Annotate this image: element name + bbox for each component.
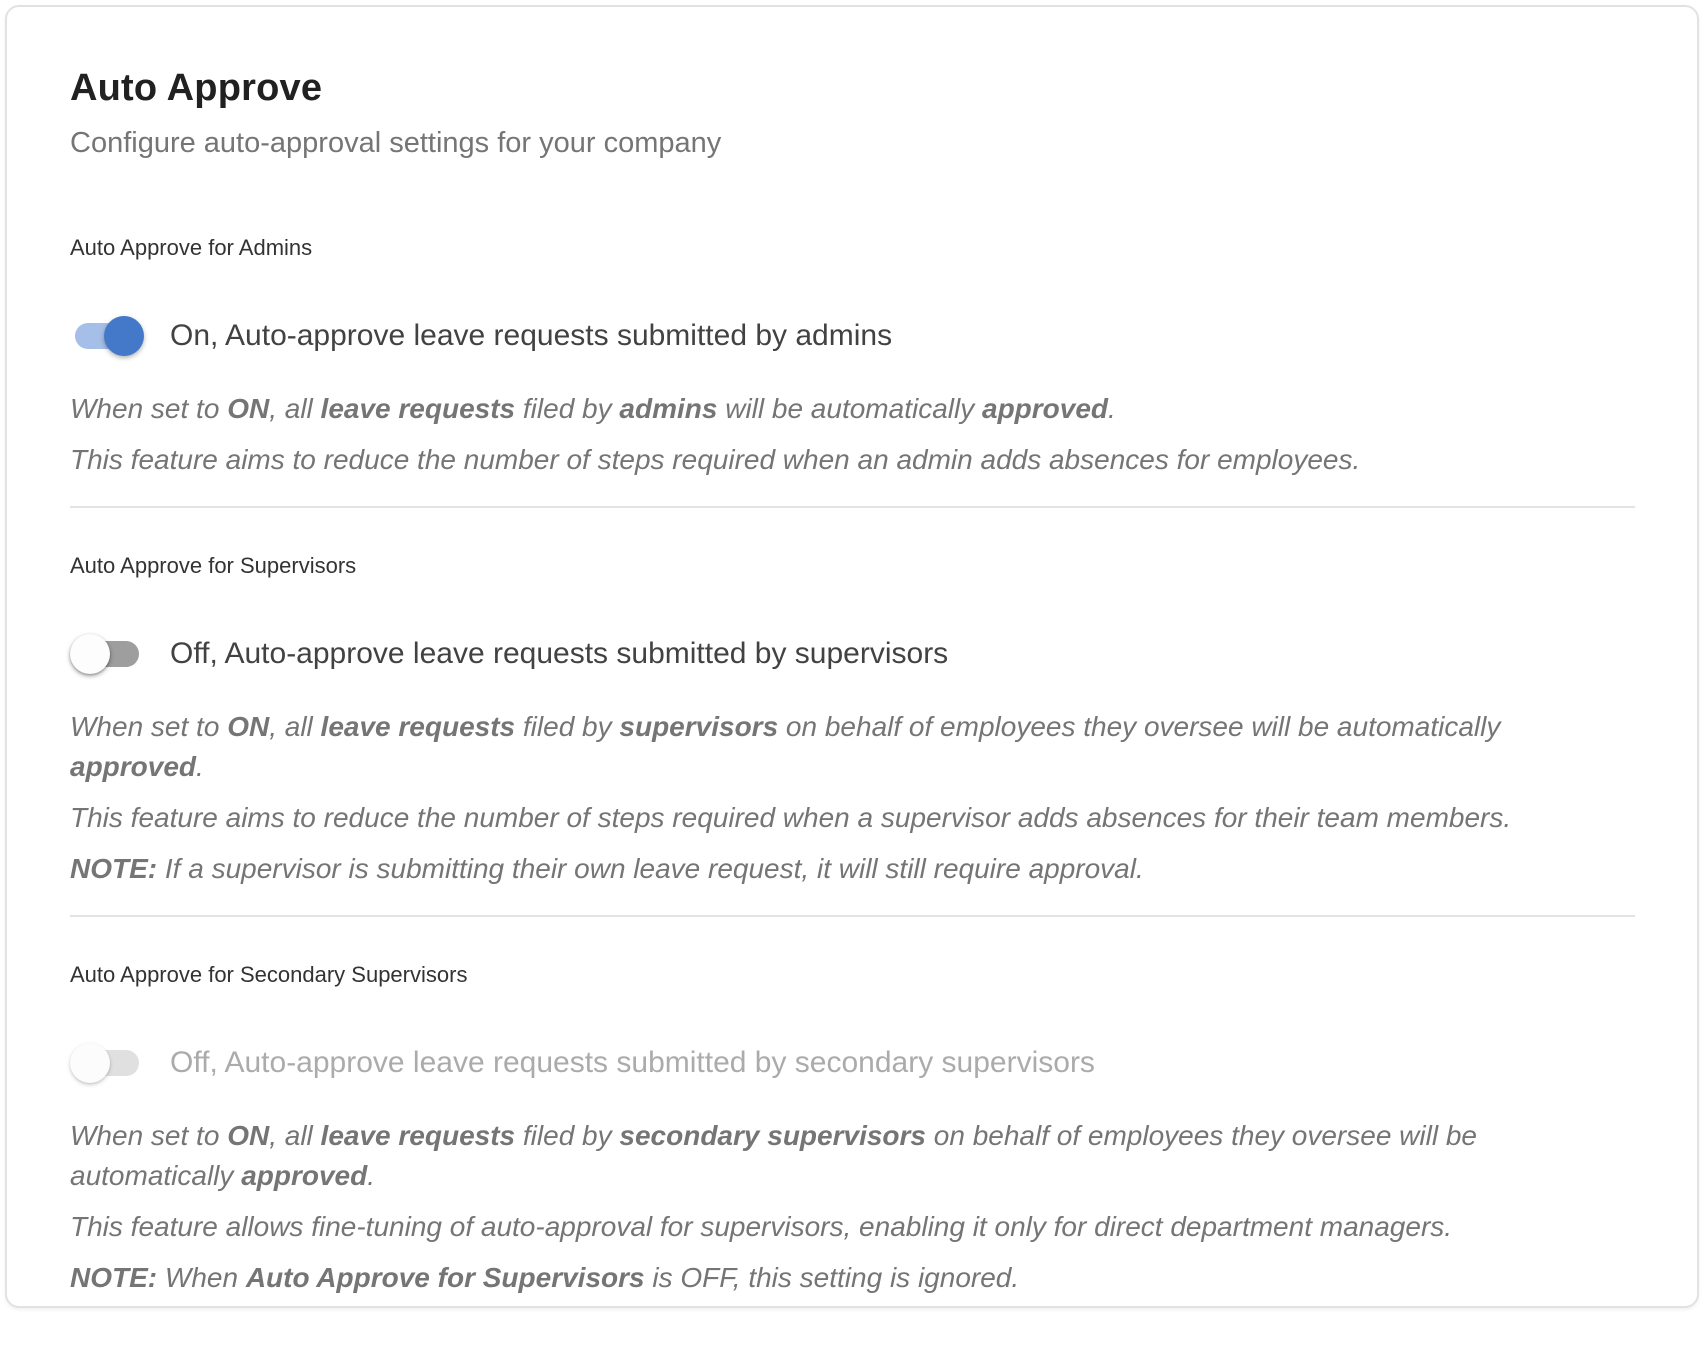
settings-card [5, 5, 1699, 1308]
description-line: When set to ON, all leave requests filed by supervisors on behalf of employees they oversee will be automatically approved. [70, 710, 1501, 783]
toggle-label: On, Auto-approve leave requests submitted by admins [170, 319, 893, 353]
description-line: This feature aims to reduce the number of steps required when a supervisor adds absences for their team members. [70, 802, 1512, 834]
section-description [70, 389, 1635, 480]
section-label: Auto Approve for Admins [70, 235, 313, 261]
page-title: Auto Approve [70, 67, 323, 109]
toggle-thumb [104, 316, 144, 356]
section-label: Auto Approve for Secondary Supervisors [70, 962, 468, 988]
section-description [70, 707, 1635, 889]
auto-approve-supervisors-toggle[interactable] [70, 633, 144, 675]
auto-approve-secondary-supervisors-toggle [70, 1042, 144, 1084]
description-line: When set to ON, all leave requests filed by secondary supervisors on behalf of employees they oversee will be automatically approved. [70, 1119, 1477, 1192]
description-line: When set to ON, all leave requests filed by admins will be automatically approved. [70, 393, 1116, 425]
description-line: NOTE: If a supervisor is submitting their own leave request, it will still require approval. [70, 852, 1144, 884]
page-subtitle: Configure auto-approval settings for your company [70, 126, 722, 159]
section-auto-approve-supervisors [70, 552, 1635, 889]
divider [70, 506, 1635, 508]
description-line: NOTE: When Auto Approve for Supervisors is OFF, this setting is ignored. [70, 1261, 1020, 1293]
section-description [70, 1116, 1635, 1298]
section-auto-approve-secondary-supervisors [70, 961, 1635, 1298]
toggle-thumb [70, 634, 110, 674]
description-line: This feature allows fine-tuning of auto-approval for supervisors, enabling it only for direct department managers. [70, 1211, 1453, 1243]
section-label: Auto Approve for Supervisors [70, 553, 357, 579]
secondary-supervisors-toggle-row [70, 1042, 1635, 1084]
admins-toggle-row [70, 315, 1635, 357]
toggle-label: Off, Auto-approve leave requests submitted by secondary supervisors [170, 1045, 1095, 1079]
toggle-label: Off, Auto-approve leave requests submitted by supervisors [170, 636, 949, 670]
section-auto-approve-admins [70, 234, 1635, 480]
toggle-thumb [70, 1043, 110, 1083]
settings-content [7, 7, 1697, 1348]
divider [70, 915, 1635, 917]
auto-approve-admins-toggle[interactable] [70, 315, 144, 357]
description-line: This feature aims to reduce the number of steps required when an admin adds absences for employees. [70, 443, 1361, 475]
supervisors-toggle-row [70, 633, 1635, 675]
